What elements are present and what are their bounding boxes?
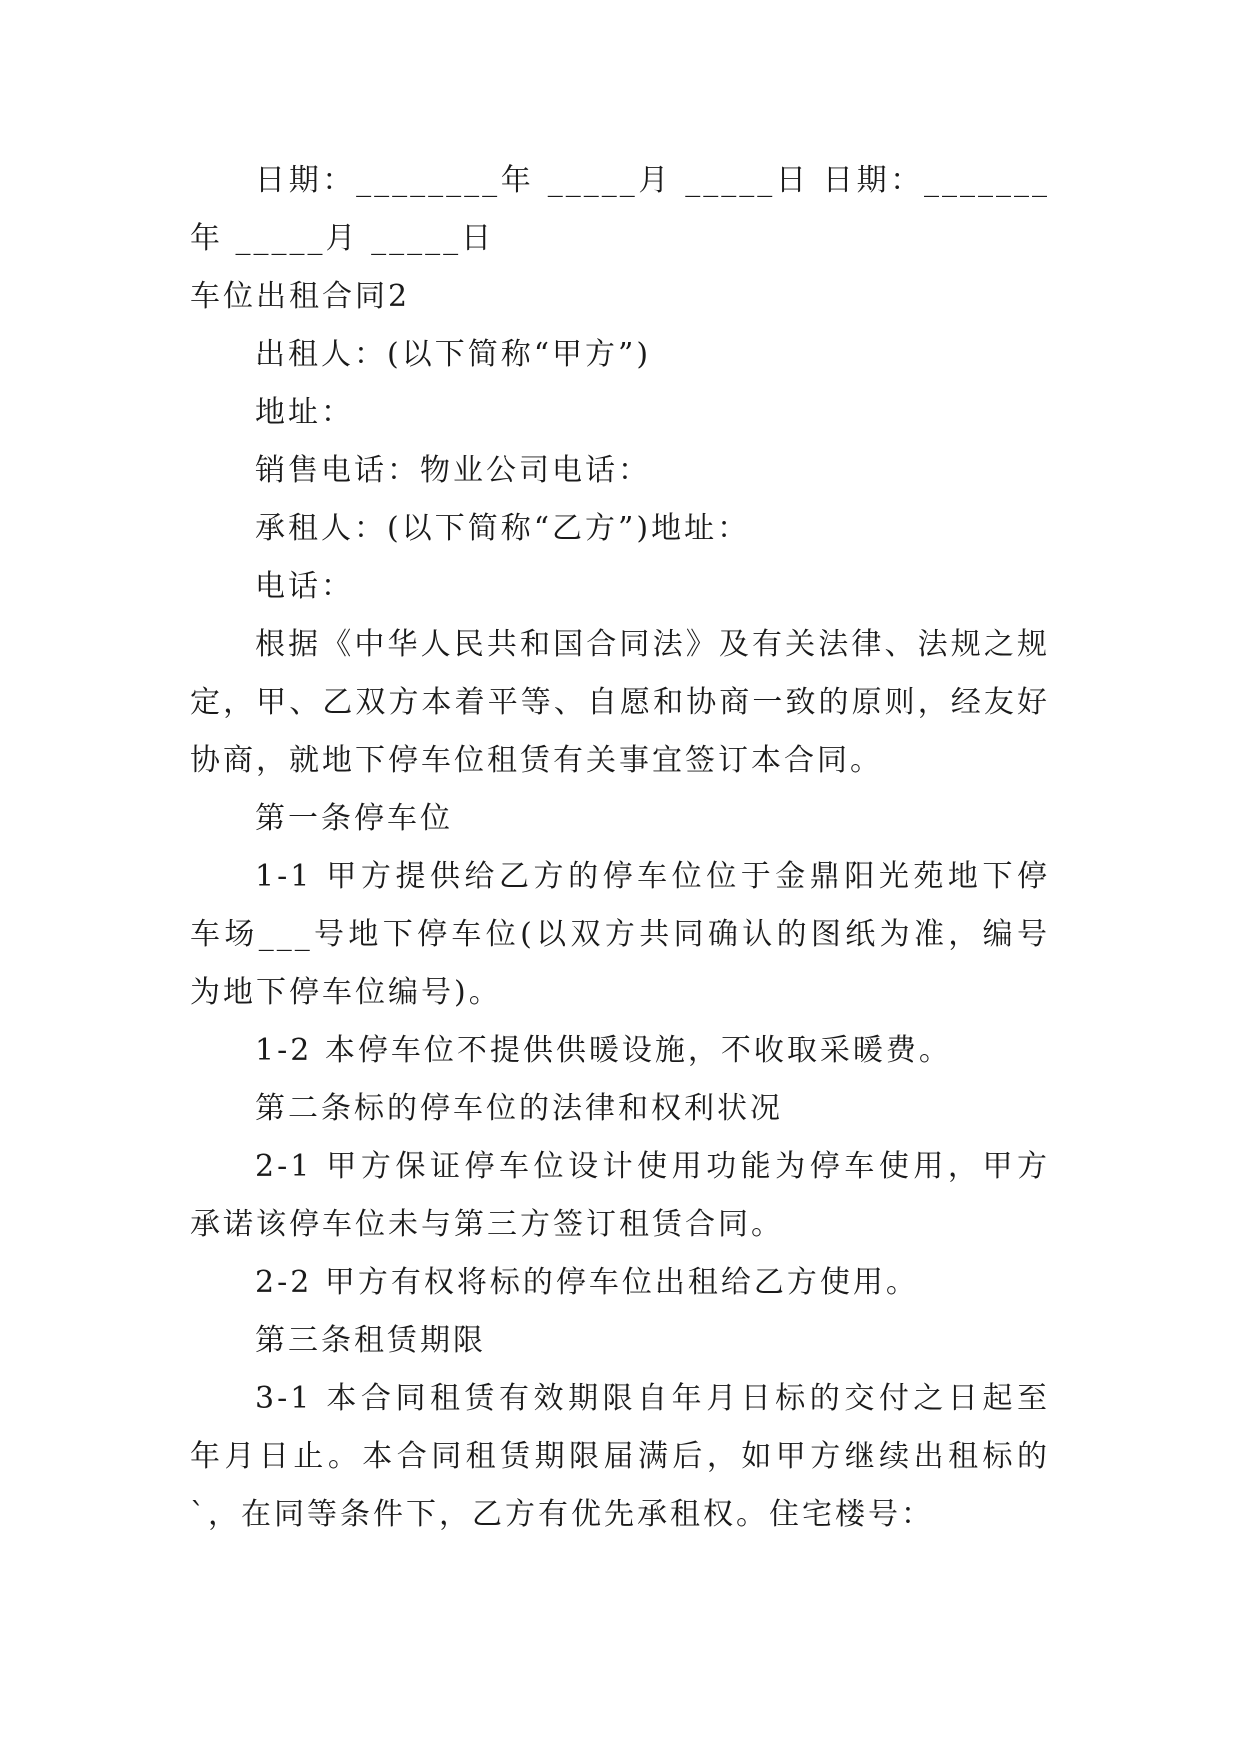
sales-phone-line: 销售电话：物业公司电话： xyxy=(255,453,651,488)
signature-date-line: 日期：________年 _____月 _____日 日期：_______年 _____月 _____日 xyxy=(190,163,1050,256)
clause-3-1: 3-1 本合同租赁有效期限自年月日标的交付之日起至年月日止。本合同租赁期限届满后，如甲方继续出租标的`，在同等条件下，乙方有优先承租权。住宅楼号： xyxy=(190,1381,1050,1532)
article-3-heading: 第三条租赁期限 xyxy=(255,1323,486,1358)
contract-title: 车位出租合同2 xyxy=(190,279,411,314)
phone-line: 电话： xyxy=(255,569,354,604)
clause-2-2: 2-2 甲方有权将标的停车位出租给乙方使用。 xyxy=(255,1265,919,1300)
clause-1-2: 1-2 本停车位不提供供暖设施，不收取采暖费。 xyxy=(255,1033,952,1068)
article-2-heading: 第二条标的停车位的法律和权利状况 xyxy=(255,1091,783,1126)
document-page xyxy=(190,152,1050,1544)
lessee-line: 承租人：(以下简称“乙方”)地址： xyxy=(255,511,751,546)
clause-2-1: 2-1 甲方保证停车位设计使用功能为停车使用，甲方承诺该停车位未与第三方签订租赁合同。 xyxy=(190,1149,1050,1242)
address-line: 地址： xyxy=(255,395,354,430)
lessor-line: 出租人：(以下简称“甲方”) xyxy=(255,337,652,372)
article-1-heading: 第一条停车位 xyxy=(255,801,453,836)
clause-1-1: 1-1 甲方提供给乙方的停车位位于金鼎阳光苑地下停车场___号地下停车位(以双方共同确认的图纸为准，编号为地下停车位编号)。 xyxy=(190,859,1050,1010)
preamble-paragraph: 根据《中华人民共和国合同法》及有关法律、法规之规定，甲、乙双方本着平等、自愿和协商一致的原则，经友好协商，就地下停车位租赁有关事宜签订本合同。 xyxy=(190,627,1050,778)
